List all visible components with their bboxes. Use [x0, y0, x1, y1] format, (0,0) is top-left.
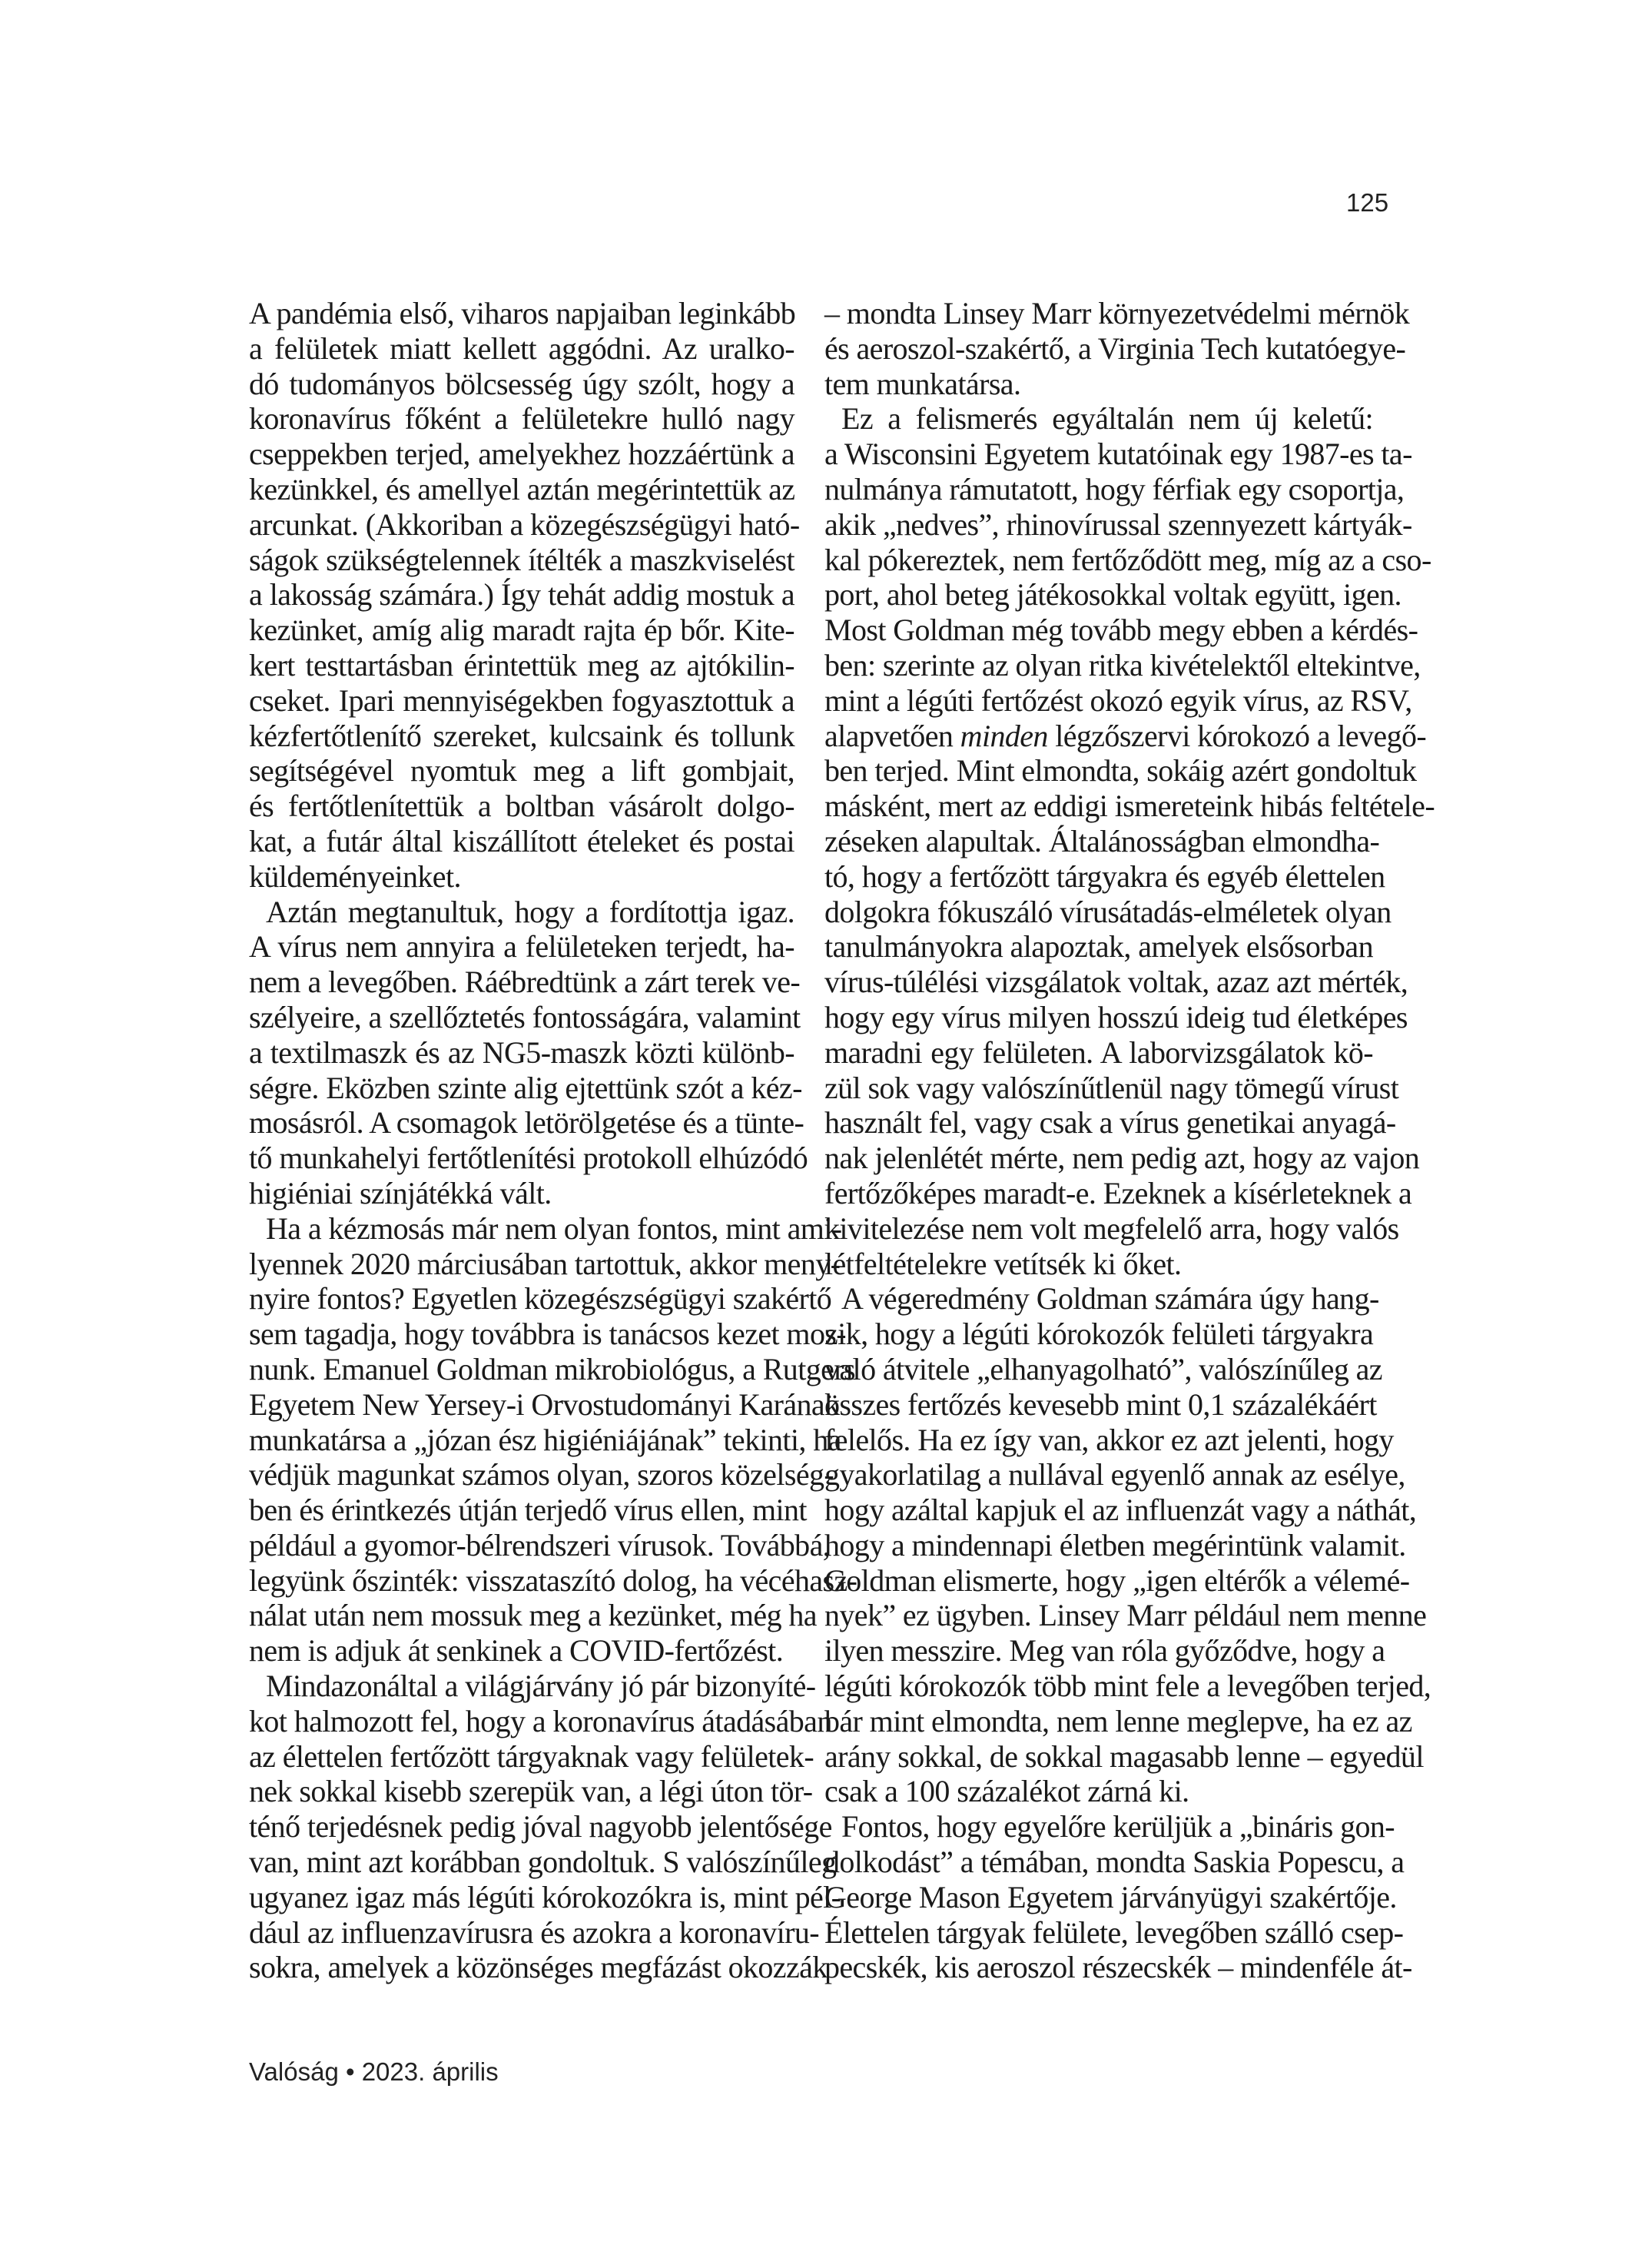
text-line: Fontos, hogy egyelőre kerüljük a „bináris gon-	[841, 1809, 1395, 1845]
text-line: arány sokkal, de sokkal magasabb lenne – egyedül	[824, 1738, 1424, 1774]
text-line: ben: szerinte az olyan ritka kivételektől eltekintve,	[824, 647, 1421, 682]
text-line: kezünkkel, és amellyel aztán megérintettük az	[249, 471, 795, 506]
text-line: hogy a mindennapi életben megérintünk valamit.	[824, 1527, 1406, 1562]
text-line: zül sok vagy valószínűtlenül nagy tömegű vírust	[824, 1070, 1399, 1105]
text-line: cseppekben terjed, amelyekhez hozzáértünk a	[249, 437, 794, 472]
text-line: sem tagadja, hogy továbbra is tanácsos kezet mos-	[249, 1317, 847, 1352]
text-line: az élettelen fertőzött tárgyaknak vagy felületek-	[249, 1738, 814, 1774]
text-line: Most Goldman még tovább megy ebben a kérdés-	[824, 613, 1418, 648]
text-line: A végeredmény Goldman számára úgy hang-	[841, 1281, 1379, 1317]
text-line: pecskék, kis aeroszol részecskék – mindenféle át-	[824, 1950, 1412, 1985]
text-line: koronavírus főként a felületekre hulló nagy	[249, 401, 794, 437]
text-line: kivitelezése nem volt megfelelő arra, hogy valós	[824, 1210, 1399, 1246]
text-line: dolgokra fókuszáló vírusátadás-elméletek olyan	[824, 894, 1392, 929]
text-line: légúti kórokozók több mint fele a levegőben terjed,	[824, 1669, 1431, 1704]
text-line: ságok szükségtelennek ítélték a maszkviselést	[249, 542, 794, 577]
text-line: létfeltételekre vetítsék ki őket.	[824, 1246, 1182, 1281]
text-line: ségre. Eközben szinte alig ejtettünk szót a kéz-	[249, 1070, 802, 1105]
text-line: ugyanez igaz más légúti kórokozókra is, mint pél-	[249, 1879, 841, 1914]
left-text-column	[249, 296, 857, 1985]
text-line: és aeroszol-szakértő, a Virginia Tech kutatóegye-	[824, 330, 1406, 366]
text-line: tem munkatársa.	[824, 366, 1021, 401]
text-line: zik, hogy a légúti kórokozók felületi tárgyakra	[824, 1317, 1374, 1352]
text-line: ben és érintkezés útján terjedő vírus ellen, mint	[249, 1493, 807, 1528]
text-line: A pandémia első, viharos napjaiban leginkább	[249, 296, 796, 330]
text-line: dául az influenzavírusra és azokra a koronavíru-	[249, 1914, 819, 1950]
text-line: a Wisconsini Egyetem kutatóinak egy 1987-es ta-	[824, 437, 1412, 472]
paragraph	[824, 1281, 1431, 1809]
text-line: nyire fontos? Egyetlen közegészségügyi szakértő	[249, 1281, 832, 1317]
text-line: mosásról. A csomagok letörölgetése és a tünte-	[249, 1105, 804, 1141]
text-line: küldeményeinket.	[249, 858, 461, 894]
text-line: Ha a kézmosás már nem olyan fontos, mint ami-	[266, 1210, 842, 1246]
text-line: zéseken alapultak. Általánosságban elmondha-	[824, 823, 1380, 858]
text-line: kézfertőtlenítő szereket, kulcsaink és tollunk	[249, 718, 794, 753]
publication-footer: Valóság • 2023. április	[249, 2057, 499, 2086]
paragraph	[824, 296, 1410, 401]
emphasized-word: minden	[960, 718, 1048, 753]
text-line: Egyetem New Yersey-i Orvostudományi Karának	[249, 1386, 840, 1422]
text-line: tó, hogy a fertőzött tárgyakra és egyéb élettelen	[824, 858, 1385, 894]
text-line: – mondta Linsey Marr környezetvédelmi mérnök	[824, 296, 1410, 330]
text-line: másként, mert az eddigi ismereteink hibás feltétele-	[824, 789, 1435, 824]
paragraph	[249, 1669, 841, 1985]
text-line: kot halmozott fel, hogy a koronavírus átadásában	[249, 1703, 832, 1738]
text-line: használt fel, vagy csak a vírus genetikai anyagá-	[824, 1105, 1396, 1141]
text-line: dó tudományos bölcsesség úgy szólt, hogy a	[249, 366, 794, 401]
text-line: gyakorlatilag a nullával egyenlő annak az esélye,	[824, 1457, 1405, 1493]
text-line: hogy egy vírus milyen hosszú ideig tud életképes	[824, 999, 1408, 1034]
text-line: védjük magunkat számos olyan, szoros közelség-	[249, 1457, 834, 1493]
text-line: Goldman elismerte, hogy „igen eltérők a vélemé-	[824, 1562, 1410, 1598]
text-line: Aztán megtanultuk, hogy a fordítottja igaz.	[266, 894, 794, 929]
text-line: Ez a felismerés egyáltalán nem új keletű:	[841, 401, 1373, 437]
text-line: hogy azáltal kapjuk el az influenzát vagy a náthát,	[824, 1493, 1417, 1528]
text-line: Élettelen tárgyak felülete, levegőben szálló csep-	[824, 1914, 1404, 1950]
text-line: George Mason Egyetem járványügyi szakértője.	[824, 1879, 1397, 1914]
text-line: lyennek 2020 márciusában tartottuk, akkor meny-	[249, 1246, 841, 1281]
text-line: sokra, amelyek a közönséges megfázást okozzák	[249, 1950, 828, 1985]
text-line: nak jelenlétét mérte, nem pedig azt, hogy az vajon	[824, 1141, 1420, 1176]
paragraph	[824, 401, 1435, 1281]
text-line: dolkodást” a témában, mondta Saskia Popescu, a	[824, 1845, 1405, 1880]
page-number: 125	[1346, 188, 1389, 217]
text-line: cseket. Ipari mennyiségekben fogyasztottuk a	[249, 682, 794, 718]
text-line: A vírus nem annyira a felületeken terjedt, ha-	[249, 929, 794, 965]
text-line: vírus-túlélési vizsgálatok voltak, azaz azt mérték,	[824, 965, 1408, 1000]
text-line: nem a levegőben. Ráébredtünk a zárt terek ve-	[249, 965, 801, 1000]
text-line: legyünk őszinték: visszataszító dolog, ha vécéhasz-	[249, 1562, 857, 1598]
text-line: Mindazonáltal a világjárvány jó pár bizonyíté-	[266, 1669, 816, 1704]
text-line: maradni egy felületen. A laborvizsgálatok kö-	[824, 1034, 1373, 1070]
text-line: nunk. Emanuel Goldman mikrobiológus, a Rutgers	[249, 1351, 855, 1386]
text-line: bár mint elmondta, nem lenne meglepve, ha ez az	[824, 1703, 1412, 1738]
text-line: összes fertőzés kevesebb mint 0,1 százalékáért	[824, 1386, 1377, 1422]
text-line: nem is adjuk át senkinek a COVID-fertőzést.	[249, 1633, 784, 1669]
text-line: port, ahol beteg játékosokkal voltak együtt, igen.	[824, 577, 1401, 613]
text-line: nálat után nem mossuk meg a kezünket, még ha	[249, 1598, 817, 1633]
text-line: ilyen messzire. Meg van róla győződve, hogy a	[824, 1633, 1385, 1669]
text-line: akik „nedves”, rhinovírussal szennyezett kártyák-	[824, 506, 1412, 542]
text-line: kat, a futár által kiszállított ételeket és postai	[249, 823, 794, 858]
text-line: alapvetően minden légzőszervi kórokozó a levegő-	[824, 718, 1427, 753]
text-line: szélyeire, a szellőztetés fontosságára, valamint	[249, 999, 801, 1034]
text-line: és fertőtlenítettük a boltban vásárolt dolgo-	[249, 789, 794, 824]
text-line: való átvitele „elhanyagolható”, valószínűleg az	[824, 1351, 1382, 1386]
paragraph	[249, 1210, 857, 1669]
paragraph	[249, 296, 800, 895]
text-line: kal pókereztek, nem fertőződött meg, míg az a cso-	[824, 542, 1431, 577]
text-line: munkatársa a „józan ész higiéniájának” tekinti, ha	[249, 1422, 841, 1457]
paragraph	[249, 894, 808, 1211]
paragraph	[824, 1809, 1412, 1985]
text-line: tanulmányokra alapoztak, amelyek elsősorban	[824, 929, 1373, 965]
text-line: nulmánya rámutatott, hogy férfiak egy csoportja,	[824, 471, 1405, 506]
text-line: a lakosság számára.) Így tehát addig mostuk a	[249, 577, 794, 613]
text-line: nek sokkal kisebb szerepük van, a légi úton tör-	[249, 1774, 813, 1809]
text-line: nyek” ez ügyben. Linsey Marr például nem menne	[824, 1598, 1427, 1633]
text-line: ben terjed. Mint elmondta, sokáig azért gondoltuk	[824, 753, 1417, 789]
text-line: ténő terjedésnek pedig jóval nagyobb jelentősége	[249, 1809, 832, 1845]
text-line: tő munkahelyi fertőtlenítési protokoll elhúzódó	[249, 1141, 808, 1176]
text-line: arcunkat. (Akkoriban a közegészségügyi ható-	[249, 506, 800, 542]
text-line: csak a 100 százalékot zárná ki.	[824, 1774, 1189, 1809]
text-line: van, mint azt korábban gondoltuk. S valószínűleg	[249, 1845, 837, 1880]
text-line: kert testtartásban érintettük meg az ajtókilin-	[249, 647, 794, 682]
right-text-column	[824, 296, 1435, 1985]
text-line: a textilmaszk és az NG5-maszk közti különb-	[249, 1034, 794, 1070]
text-line: higiéniai színjátékká vált.	[249, 1175, 552, 1210]
text-line: fertőzőképes maradt-e. Ezeknek a kísérleteknek a	[824, 1175, 1412, 1210]
text-line: például a gyomor-bélrendszeri vírusok. Továbbá,	[249, 1527, 831, 1562]
text-line: mint a légúti fertőzést okozó egyik vírus, az RSV,	[824, 682, 1412, 718]
text-line: a felületek miatt kellett aggódni. Az uralko-	[249, 330, 794, 366]
text-line: segítségével nyomtuk meg a lift gombjait,	[249, 753, 794, 789]
text-line: felelős. Ha ez így van, akkor ez azt jelenti, hogy	[824, 1422, 1394, 1457]
text-line: kezünket, amíg alig maradt rajta ép bőr. Kite-	[249, 613, 794, 648]
